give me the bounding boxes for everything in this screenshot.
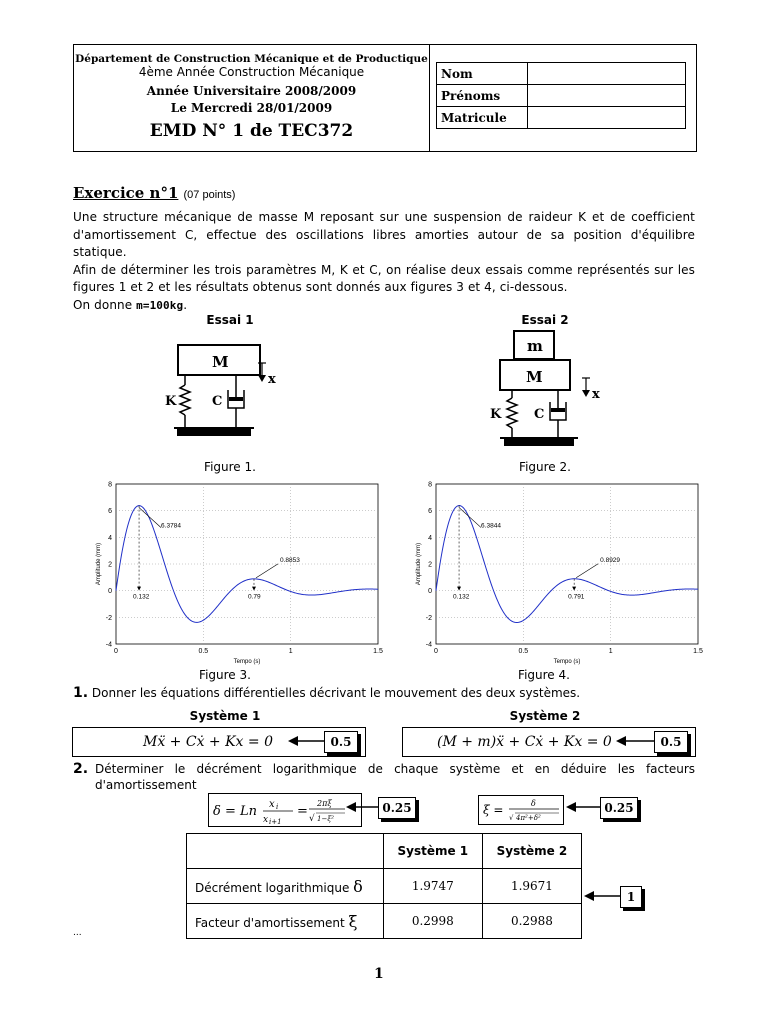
svg-text:δ = Ln: δ = Ln	[213, 804, 257, 819]
given-data	[73, 297, 695, 315]
mass-m-label: m	[527, 337, 543, 355]
x-arrow-head	[258, 375, 266, 382]
row-label	[187, 869, 384, 904]
damper-C-label: C	[212, 394, 223, 409]
svg-text:√: √	[309, 814, 315, 824]
time-annotation: 0.132	[133, 593, 150, 601]
results-header-system2: Système 2	[482, 834, 581, 869]
formula2-mark: 0.25	[600, 797, 638, 819]
x-tick-label: 0	[114, 648, 118, 655]
figure4-chart	[404, 478, 706, 668]
eq1-mark: 0.5	[324, 731, 358, 753]
damper-C	[228, 375, 244, 428]
damper-C-label: C	[534, 407, 545, 422]
log-decrement-formula-graphic	[209, 794, 361, 826]
exercise-heading	[73, 183, 235, 202]
y-tick-label: 8	[428, 481, 432, 489]
system1-equation: Mẍ + Cẋ + Kx = 0	[143, 734, 273, 750]
x-tick-label: 0	[434, 648, 438, 655]
figure3-caption: Figure 3.	[199, 668, 251, 682]
table-arrow	[584, 888, 624, 904]
question-2-number: 2.	[73, 761, 89, 777]
year-text: Année Construction Mécanique	[172, 65, 365, 79]
id-row-matricule	[437, 107, 686, 129]
svg-text:=: =	[297, 804, 308, 819]
exam-date: Le Mercredi 28/01/2009	[170, 101, 333, 115]
figure3-chart	[84, 478, 386, 668]
y-tick-label: 0	[108, 588, 112, 596]
system2-equation: (M + m)ẍ + Cẋ + Kx = 0	[437, 734, 612, 750]
given-suffix: .	[183, 297, 188, 312]
system1-label: Système 1	[189, 709, 261, 723]
essai2-title: Essai 2	[521, 313, 569, 327]
svg-text:x: x	[269, 799, 275, 810]
row-label	[187, 904, 384, 939]
svg-text:i: i	[276, 803, 279, 811]
x-axis-label: Tempo (s)	[553, 659, 581, 665]
id-row-nom	[437, 63, 686, 85]
question-2-text: Déterminer le décrément logarithmique de chaque système et en déduire les facteurs d'amortissement	[95, 762, 695, 792]
figure1-caption: Figure 1.	[204, 460, 256, 474]
table-row	[187, 904, 582, 939]
exercise-title: Exercice n°1	[73, 184, 179, 202]
svg-text:i+1: i+1	[269, 818, 282, 826]
system2-diagram	[470, 328, 620, 448]
svg-text:√: √	[509, 814, 514, 822]
header-info	[74, 45, 430, 151]
prenoms-field[interactable]	[528, 85, 686, 107]
eq2-arrow	[616, 733, 656, 749]
y-tick-label: 2	[108, 561, 112, 569]
svg-text:4π²+δ²: 4π²+δ²	[516, 814, 541, 822]
results-header-row	[187, 834, 582, 869]
delta-symbol: δ	[353, 876, 363, 896]
id-label: Prénoms	[437, 85, 528, 107]
x-tick-label: 1.5	[373, 648, 383, 655]
y-tick-label: -2	[105, 614, 112, 622]
damping-factor-formula-graphic	[479, 796, 563, 824]
matricule-field[interactable]	[528, 107, 686, 129]
academic-year: Année Universitaire 2008/2009	[146, 84, 357, 98]
formula1-mark: 0.25	[378, 797, 416, 819]
x-tick-label: 1.5	[693, 648, 703, 655]
y-tick-label: -2	[425, 614, 432, 622]
svg-text:ξ =: ξ =	[483, 803, 504, 817]
year-number: 4ème	[138, 65, 173, 79]
log-decrement-formula	[208, 793, 362, 827]
xi-system1: 0.2998	[383, 904, 482, 939]
time-annotation: 0.791	[568, 593, 585, 601]
y-tick-label: 4	[428, 534, 432, 542]
eq1-arrow	[288, 733, 328, 749]
x-label: x	[268, 372, 276, 387]
id-label: Matricule	[437, 107, 528, 129]
given-prefix: On donne	[73, 297, 137, 312]
question-1-number: 1.	[73, 685, 89, 701]
y-axis-label: Amplitude (mm)	[96, 542, 102, 586]
damper-C	[550, 390, 566, 438]
id-row-prenoms	[437, 85, 686, 107]
x-arrow-head	[582, 390, 590, 397]
y-tick-label: 4	[108, 534, 112, 542]
spring-K-label: K	[490, 407, 502, 422]
peak2-annotation: 0.8929	[600, 556, 621, 564]
x-tick-label: 0.5	[198, 648, 209, 655]
peak1-annotation: 6.3844	[481, 522, 501, 530]
svg-text:2πξ: 2πξ	[317, 799, 332, 808]
system2-label: Système 2	[509, 709, 581, 723]
xi-symbol: ξ	[348, 911, 358, 931]
x-tick-label: 1	[288, 648, 293, 655]
delta-system1: 1.9747	[383, 869, 482, 904]
results-table	[186, 833, 582, 939]
continuation-ellipsis: ...	[73, 928, 82, 938]
y-tick-label: 2	[428, 561, 432, 569]
spring-K	[180, 375, 190, 428]
peak1-annotation: 6.3784	[161, 522, 181, 530]
question-1	[73, 685, 580, 701]
row-label-text: Facteur d'amortissement	[195, 915, 345, 930]
ground	[174, 428, 254, 436]
x-tick-label: 0.5	[518, 648, 529, 655]
results-header-blank	[187, 834, 384, 869]
id-label: Nom	[437, 63, 528, 85]
row-label-text: Décrément logarithmique	[195, 880, 350, 895]
given-value: m=100kg	[136, 298, 184, 312]
x-axis-label: Tempo (s)	[233, 659, 261, 665]
peak2-annotation: 0.8853	[279, 556, 300, 564]
eq2-mark: 0.5	[654, 731, 688, 753]
y-tick-label: 0	[428, 588, 432, 596]
year-line	[74, 65, 429, 79]
x-tick-label: 1	[608, 648, 613, 655]
y-tick-label: -4	[425, 641, 432, 649]
page-number: 1	[374, 966, 384, 982]
delta-system2: 1.9671	[482, 869, 581, 904]
y-tick-label: 8	[108, 481, 112, 489]
time-annotation: 0.132	[453, 593, 470, 601]
spring-K	[507, 390, 517, 438]
damping-factor-formula	[478, 795, 564, 825]
y-tick-label: 6	[428, 508, 432, 516]
time-annotation: 0.79	[247, 593, 261, 601]
x-label: x	[592, 387, 600, 402]
svg-text:1−ξ²: 1−ξ²	[317, 815, 334, 823]
ground	[500, 438, 578, 446]
exam-title: EMD N° 1 de TEC372	[149, 121, 354, 141]
mass-M-label: M	[212, 353, 229, 371]
svg-text:δ: δ	[531, 799, 536, 808]
system1-diagram	[150, 335, 290, 445]
xi-system2: 0.2988	[482, 904, 581, 939]
y-axis-label: Amplitude (mm)	[416, 542, 422, 586]
table-mark: 1	[620, 886, 642, 908]
figure2-caption: Figure 2.	[519, 460, 571, 474]
question-2	[73, 761, 695, 793]
results-header-system1: Système 1	[383, 834, 482, 869]
svg-text:x: x	[263, 815, 269, 825]
y-tick-label: 6	[108, 508, 112, 516]
question-1-text: Donner les équations différentielles décrivant le mouvement des deux systèmes.	[91, 686, 581, 700]
figure4-caption: Figure 4.	[518, 668, 570, 682]
statement-paragraph-2: Afin de déterminer les trois paramètres M, K et C, on réalise deux essais comme représentés sur les figures 1 et 2 et les résultats obtenus sont donnés aux figures 3 et 4, ci-dessous.	[73, 262, 695, 294]
essai1-title: Essai 1	[206, 313, 254, 327]
exercise-statement	[73, 209, 695, 314]
nom-field[interactable]	[528, 63, 686, 85]
statement-paragraph-1: Une structure mécanique de masse M reposant sur une suspension de raideur K et de coefficient d'amortissement C, effectue des oscillations libres amorties autour de sa position d'équilibre statique.	[73, 210, 695, 259]
table-row	[187, 869, 582, 904]
spring-K-label: K	[165, 394, 177, 409]
department-name: Département de Construction Mécanique et de Productique	[75, 53, 428, 65]
student-id-table	[436, 62, 686, 129]
mass-M-label: M	[526, 368, 543, 386]
exercise-points: (07 points)	[183, 189, 236, 201]
y-tick-label: -4	[105, 641, 112, 649]
